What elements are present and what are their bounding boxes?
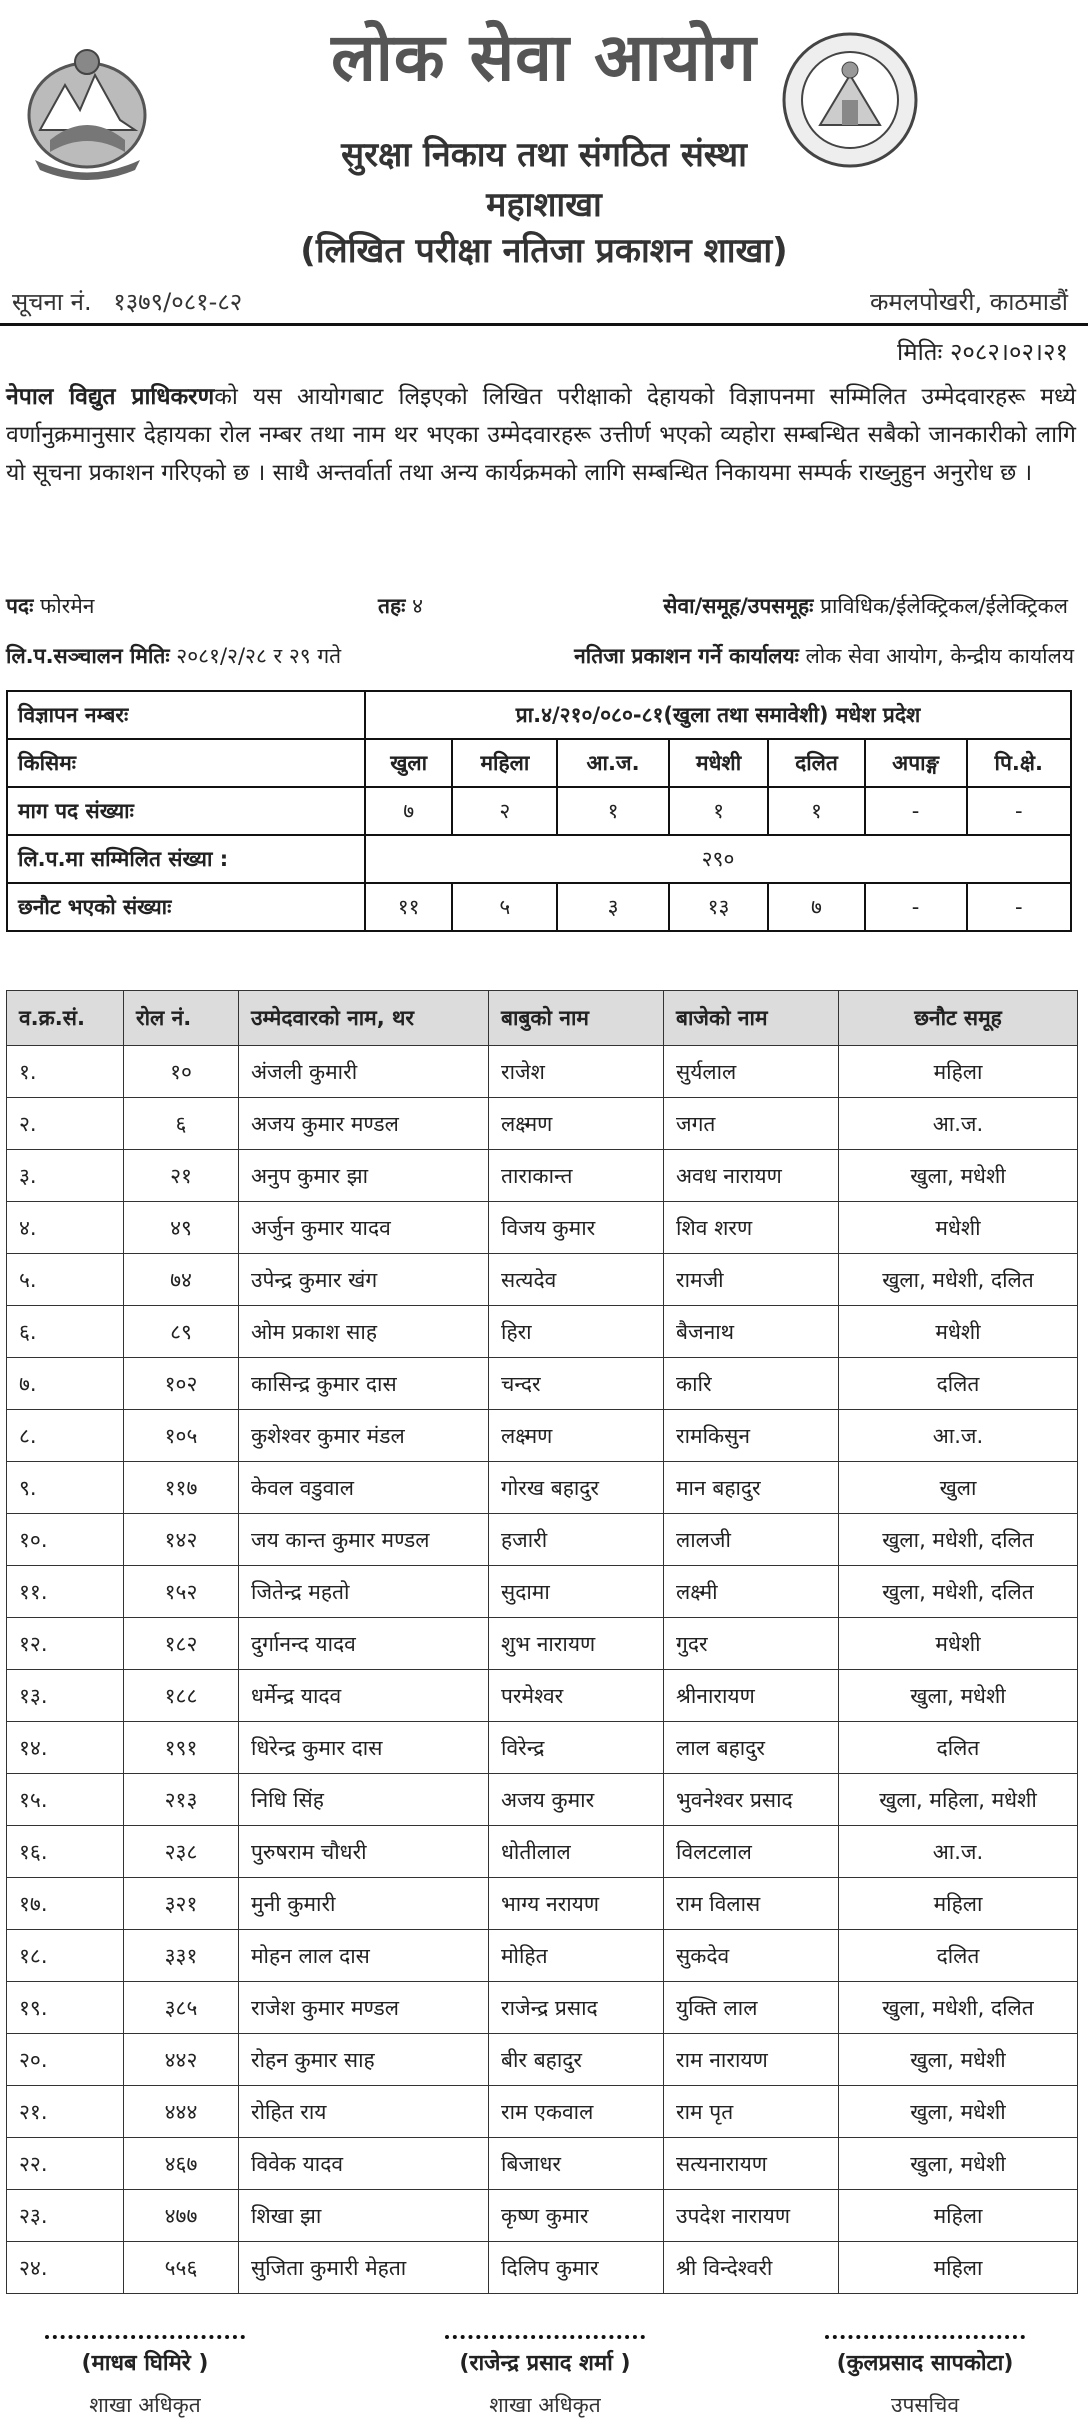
col-father-header: बाबुको नाम [489, 991, 664, 1046]
group-cell: खुला, महिला, मधेशी [839, 1774, 1078, 1826]
demand-cell: १ [669, 787, 769, 835]
name-cell: राजेश कुमार मण्डल [239, 1982, 489, 2034]
father-cell: बीर बहादुर [489, 2034, 664, 2086]
group-cell: दलित [839, 1930, 1078, 1982]
name-cell: अनुप कुमार झा [239, 1150, 489, 1202]
demand-cell: २ [452, 787, 557, 835]
service-field [663, 592, 1068, 620]
grandfather-cell: रामजी [664, 1254, 839, 1306]
serial-cell: ५. [7, 1254, 124, 1306]
demand-cell: १ [557, 787, 668, 835]
type-cell: मधेशी [669, 739, 769, 787]
name-cell: दुर्गानन्द यादव [239, 1618, 489, 1670]
serial-cell: २०. [7, 2034, 124, 2086]
signature-block [395, 2335, 695, 2419]
selected-row [7, 883, 1071, 931]
grandfather-cell: लाल बहादुर [664, 1722, 839, 1774]
type-cell: अपाङ्ग [865, 739, 967, 787]
level-field [378, 592, 423, 620]
group-cell: आ.ज. [839, 1098, 1078, 1150]
type-cell: महिला [452, 739, 557, 787]
grandfather-cell: सत्यनारायण [664, 2138, 839, 2190]
grandfather-cell: लालजी [664, 1514, 839, 1566]
father-cell: शुभ नारायण [489, 1618, 664, 1670]
signatory-designation: शाखा अधिकृत [89, 2393, 201, 2417]
serial-cell: २१. [7, 2086, 124, 2138]
selected-cell: - [967, 883, 1072, 931]
father-cell: बिजाधर [489, 2138, 664, 2190]
group-cell: आ.ज. [839, 1826, 1078, 1878]
signatory-name: (राजेन्द्र प्रसाद शर्मा ) [459, 2351, 631, 2376]
roll-cell: ६ [124, 1098, 239, 1150]
grandfather-cell: अवध नारायण [664, 1150, 839, 1202]
father-cell: हजारी [489, 1514, 664, 1566]
signature-line [45, 2335, 245, 2339]
name-cell: अंजली कुमारी [239, 1046, 489, 1098]
father-cell: भाग्य नरायण [489, 1878, 664, 1930]
roll-cell: ३३१ [124, 1930, 239, 1982]
name-cell: जय कान्त कुमार मण्डल [239, 1514, 489, 1566]
division-name: सुरक्षा निकाय तथा संगठित संस्था [341, 135, 747, 175]
office-location: कमलपोखरी, काठमाडौं [869, 288, 1068, 316]
name-cell: कासिन्द्र कुमार दास [239, 1358, 489, 1410]
participants-row [7, 835, 1071, 883]
table-row [7, 1358, 1078, 1410]
name-cell: ओम प्रकाश साह [239, 1306, 489, 1358]
roll-cell: १५२ [124, 1566, 239, 1618]
service-label: सेवा/समूह/उपसमूहः [663, 594, 814, 618]
table-row [7, 1202, 1078, 1254]
roll-cell: १८२ [124, 1618, 239, 1670]
father-cell: परमेश्वर [489, 1670, 664, 1722]
grandfather-cell: राम पृत [664, 2086, 839, 2138]
father-cell: सुदामा [489, 1566, 664, 1618]
demand-cell: - [865, 787, 967, 835]
grandfather-cell: लक्ष्मी [664, 1566, 839, 1618]
selected-cell: - [865, 883, 967, 931]
group-cell: मधेशी [839, 1306, 1078, 1358]
group-cell: महिला [839, 2190, 1078, 2242]
signatory-designation: उपसचिव [890, 2393, 960, 2417]
roll-cell: १०५ [124, 1410, 239, 1462]
table-row [7, 2190, 1078, 2242]
father-cell: सत्यदेव [489, 1254, 664, 1306]
group-cell: दलित [839, 1358, 1078, 1410]
exam-date-field [6, 642, 341, 670]
table-row [7, 1878, 1078, 1930]
name-cell: विवेक यादव [239, 2138, 489, 2190]
group-cell: खुला, मधेशी, दलित [839, 1254, 1078, 1306]
father-cell: राजेन्द्र प्रसाद [489, 1982, 664, 2034]
roll-cell: ११७ [124, 1462, 239, 1514]
division-subname: महाशाखा [486, 185, 602, 225]
group-cell: खुला, मधेशी [839, 2138, 1078, 2190]
name-cell: पुरुषराम चौधरी [239, 1826, 489, 1878]
serial-cell: ७. [7, 1358, 124, 1410]
group-cell: दलित [839, 1722, 1078, 1774]
results-body [7, 1046, 1078, 2294]
level-label: तहः [378, 594, 406, 618]
serial-cell: १६. [7, 1826, 124, 1878]
col-grandfather-header: बाजेको नाम [664, 991, 839, 1046]
father-cell: ताराकान्त [489, 1150, 664, 1202]
type-cell: खुला [365, 739, 452, 787]
col-serial-header: व.क्र.सं. [7, 991, 124, 1046]
father-cell: गोरख बहादुर [489, 1462, 664, 1514]
table-row [7, 1670, 1078, 1722]
participants-value: २९० [365, 835, 1071, 883]
roll-cell: २१३ [124, 1774, 239, 1826]
group-cell: महिला [839, 1878, 1078, 1930]
date-label: मितिः [897, 338, 943, 366]
table-row [7, 1618, 1078, 1670]
type-cell: आ.ज. [557, 739, 668, 787]
serial-cell: १७. [7, 1878, 124, 1930]
name-cell: अर्जुन कुमार यादव [239, 1202, 489, 1254]
result-office-field [574, 642, 1074, 670]
group-cell: महिला [839, 2242, 1078, 2294]
roll-cell: ७४ [124, 1254, 239, 1306]
table-row [7, 1982, 1078, 2034]
serial-cell: १९. [7, 1982, 124, 2034]
group-cell: आ.ज. [839, 1410, 1078, 1462]
grandfather-cell: सुकदेव [664, 1930, 839, 1982]
selected-cell: ५ [452, 883, 557, 931]
group-cell: खुला, मधेशी, दलित [839, 1566, 1078, 1618]
table-row [7, 1566, 1078, 1618]
table-row [7, 1462, 1078, 1514]
serial-cell: ११. [7, 1566, 124, 1618]
name-cell: केवल वडुवाल [239, 1462, 489, 1514]
page-title: लोक सेवा आयोग [331, 18, 757, 96]
section-name: (लिखित परीक्षा नतिजा प्रकाशन शाखा) [300, 231, 788, 271]
table-row [7, 1254, 1078, 1306]
signature-block [775, 2335, 1075, 2419]
grandfather-cell: श्रीनारायण [664, 1670, 839, 1722]
demand-cell: ७ [365, 787, 452, 835]
ad-number-label: विज्ञापन नम्बरः [7, 691, 365, 739]
father-cell: चन्दर [489, 1358, 664, 1410]
selected-cell: १३ [669, 883, 769, 931]
result-office-value: लोक सेवा आयोग, केन्द्रीय कार्यालय [805, 644, 1074, 668]
demand-label: माग पद संख्याः [7, 787, 365, 835]
roll-cell: ५५६ [124, 2242, 239, 2294]
serial-cell: १३. [7, 1670, 124, 1722]
grandfather-cell: उपदेश नारायण [664, 2190, 839, 2242]
father-cell: विजय कुमार [489, 1202, 664, 1254]
name-cell: शिखा झा [239, 2190, 489, 2242]
roll-cell: १०२ [124, 1358, 239, 1410]
grandfather-cell: विलटलाल [664, 1826, 839, 1878]
results-table [6, 990, 1078, 2294]
grandfather-cell: भुवनेश्वर प्रसाद [664, 1774, 839, 1826]
roll-cell: ४६७ [124, 2138, 239, 2190]
selected-cell: ७ [768, 883, 864, 931]
roll-cell: ४७७ [124, 2190, 239, 2242]
advertisement-info-table [6, 690, 1072, 932]
serial-cell: १५. [7, 1774, 124, 1826]
roll-cell: १९१ [124, 1722, 239, 1774]
roll-cell: १८८ [124, 1670, 239, 1722]
notice-date [897, 335, 1068, 368]
serial-cell: ६. [7, 1306, 124, 1358]
group-cell: खुला, मधेशी, दलित [839, 1982, 1078, 2034]
col-roll-header: रोल नं. [124, 991, 239, 1046]
roll-cell: ८९ [124, 1306, 239, 1358]
grandfather-cell: राम नारायण [664, 2034, 839, 2086]
participants-label: लि.प.मा सम्मिलित संख्या : [7, 835, 365, 883]
selected-cell: ११ [365, 883, 452, 931]
demand-cell: १ [768, 787, 864, 835]
serial-cell: ८. [7, 1410, 124, 1462]
type-label: किसिमः [7, 739, 365, 787]
group-cell: मधेशी [839, 1618, 1078, 1670]
signature-line [445, 2335, 645, 2339]
table-row [7, 2086, 1078, 2138]
father-cell: लक्ष्मण [489, 1410, 664, 1462]
serial-cell: २३. [7, 2190, 124, 2242]
grandfather-cell: शिव शरण [664, 1202, 839, 1254]
father-cell: अजय कुमार [489, 1774, 664, 1826]
table-row [7, 1774, 1078, 1826]
name-cell: कुशेश्वर कुमार मंडल [239, 1410, 489, 1462]
serial-cell: ४. [7, 1202, 124, 1254]
grandfather-cell: युक्ति लाल [664, 1982, 839, 2034]
serial-cell: १४. [7, 1722, 124, 1774]
group-cell: खुला, मधेशी [839, 1150, 1078, 1202]
name-cell: मुनी कुमारी [239, 1878, 489, 1930]
name-cell: सुजिता कुमारी मेहता [239, 2242, 489, 2294]
group-cell: खुला, मधेशी, दलित [839, 1514, 1078, 1566]
name-cell: रोहित राय [239, 2086, 489, 2138]
notice-number-value: १३७९/०८१-८२ [113, 288, 243, 316]
name-cell: धर्मेन्द्र यादव [239, 1670, 489, 1722]
ad-number-value: प्रा.४/२१०/०८०-८१(खुला तथा समावेशी) मधेश प्रदेश [365, 691, 1071, 739]
demand-cell: - [967, 787, 1072, 835]
table-row [7, 1722, 1078, 1774]
name-cell: जितेन्द्र महतो [239, 1566, 489, 1618]
table-row [7, 1514, 1078, 1566]
result-office-label: नतिजा प्रकाशन गर्ने कार्यालयः [574, 644, 799, 668]
serial-cell: २४. [7, 2242, 124, 2294]
name-cell: अजय कुमार मण्डल [239, 1098, 489, 1150]
serial-cell: ९. [7, 1462, 124, 1514]
group-cell: खुला, मधेशी [839, 2034, 1078, 2086]
table-row [7, 1046, 1078, 1098]
notice-number-label: सूचना नं. [12, 288, 92, 316]
roll-cell: १४२ [124, 1514, 239, 1566]
notice-paragraph [6, 378, 1076, 492]
date-value: २०८२।०२।२१ [949, 338, 1068, 366]
table-row [7, 1150, 1078, 1202]
ad-number-row [7, 691, 1071, 739]
table-row [7, 1826, 1078, 1878]
post-label: पदः [6, 594, 34, 618]
roll-cell: ४९ [124, 1202, 239, 1254]
exam-date-label: लि.प.सञ्चालन मितिः [6, 644, 170, 668]
father-cell: राम एकवाल [489, 2086, 664, 2138]
signatory-name: (माधब घिमिरे ) [81, 2351, 209, 2376]
serial-cell: २. [7, 1098, 124, 1150]
roll-cell: ४४४ [124, 2086, 239, 2138]
serial-cell: १२. [7, 1618, 124, 1670]
table-row [7, 2242, 1078, 2294]
col-group-header: छनौट समूह [839, 991, 1078, 1046]
roll-cell: ३८५ [124, 1982, 239, 2034]
father-cell: विरेन्द्र [489, 1722, 664, 1774]
name-cell: उपेन्द्र कुमार खंग [239, 1254, 489, 1306]
demand-row [7, 787, 1071, 835]
exam-date-value: २०८१/२/२८ र २९ गते [176, 644, 342, 668]
grandfather-cell: राम विलास [664, 1878, 839, 1930]
signatory-designation: शाखा अधिकृत [489, 2393, 601, 2417]
father-cell: दिलिप कुमार [489, 2242, 664, 2294]
group-cell: महिला [839, 1046, 1078, 1098]
type-row [7, 739, 1071, 787]
group-cell: खुला, मधेशी [839, 2086, 1078, 2138]
selected-label: छनौट भएको संख्याः [7, 883, 365, 931]
signatory-name: (कुलप्रसाद सापकोटा) [836, 2351, 1014, 2376]
table-row [7, 2034, 1078, 2086]
serial-cell: ३. [7, 1150, 124, 1202]
header-divider [0, 323, 1088, 326]
table-row [7, 1410, 1078, 1462]
roll-cell: २१ [124, 1150, 239, 1202]
table-row [7, 2138, 1078, 2190]
group-cell: खुला [839, 1462, 1078, 1514]
table-row [7, 1098, 1078, 1150]
grandfather-cell: बैजनाथ [664, 1306, 839, 1358]
father-cell: हिरा [489, 1306, 664, 1358]
results-header-row [7, 991, 1078, 1046]
grandfather-cell: मान बहादुर [664, 1462, 839, 1514]
father-cell: लक्ष्मण [489, 1098, 664, 1150]
type-cell: पि.क्षे. [967, 739, 1072, 787]
roll-cell: ४४२ [124, 2034, 239, 2086]
col-name-header: उम्मेदवारको नाम, थर [239, 991, 489, 1046]
serial-cell: २२. [7, 2138, 124, 2190]
name-cell: मोहन लाल दास [239, 1930, 489, 1982]
signature-line [825, 2335, 1025, 2339]
grandfather-cell: कारि [664, 1358, 839, 1410]
post-value: फोरमेन [40, 594, 95, 618]
selected-cell: ३ [557, 883, 668, 931]
type-cell: दलित [768, 739, 864, 787]
notice-number [12, 285, 242, 318]
post-field [6, 592, 94, 620]
serial-cell: १. [7, 1046, 124, 1098]
roll-cell: ३२१ [124, 1878, 239, 1930]
name-cell: धिरेन्द्र कुमार दास [239, 1722, 489, 1774]
roll-cell: २३८ [124, 1826, 239, 1878]
father-cell: कृष्ण कुमार [489, 2190, 664, 2242]
grandfather-cell: रामकिसुन [664, 1410, 839, 1462]
serial-cell: १८. [7, 1930, 124, 1982]
grandfather-cell: गुदर [664, 1618, 839, 1670]
father-cell: मोहित [489, 1930, 664, 1982]
roll-cell: १० [124, 1046, 239, 1098]
grandfather-cell: सुर्यलाल [664, 1046, 839, 1098]
notice-text: को यस आयोगबाट लिइएको लिखित परीक्षाको देहायको विज्ञापनमा सम्मिलित उम्मेदवारहरू मध्ये वर्णानुक्रमानुसार देहायका रोल नम्बर तथा नाम थर भएका उम्मेदवारहरू उत्तीर्ण भएको व्यहोरा सम्बन्धित सबैको जानकारीको लागि यो सूचना प्रकाशन गरिएको छ । साथै अन्तर्वार्ता तथा अन्य कार्यक्रमको लागि सम्बन्धित निकायमा सम्पर्क राख्नुहुन अनुरोध छ । [6, 384, 1076, 486]
group-cell: खुला, मधेशी [839, 1670, 1078, 1722]
signature-block [0, 2335, 295, 2419]
level-value: ४ [412, 594, 423, 618]
table-row [7, 1306, 1078, 1358]
grandfather-cell: श्री विन्देश्वरी [664, 2242, 839, 2294]
father-cell: धोतीलाल [489, 1826, 664, 1878]
name-cell: रोहन कुमार साह [239, 2034, 489, 2086]
service-value: प्राविधिक/ईलेक्ट्रिकल/ईलेक्ट्रिकल [820, 594, 1068, 618]
group-cell: मधेशी [839, 1202, 1078, 1254]
name-cell: निधि सिंह [239, 1774, 489, 1826]
table-row [7, 1930, 1078, 1982]
serial-cell: १०. [7, 1514, 124, 1566]
organization-name: नेपाल विद्युत प्राधिकरण [6, 384, 215, 410]
grandfather-cell: जगत [664, 1098, 839, 1150]
father-cell: राजेश [489, 1046, 664, 1098]
